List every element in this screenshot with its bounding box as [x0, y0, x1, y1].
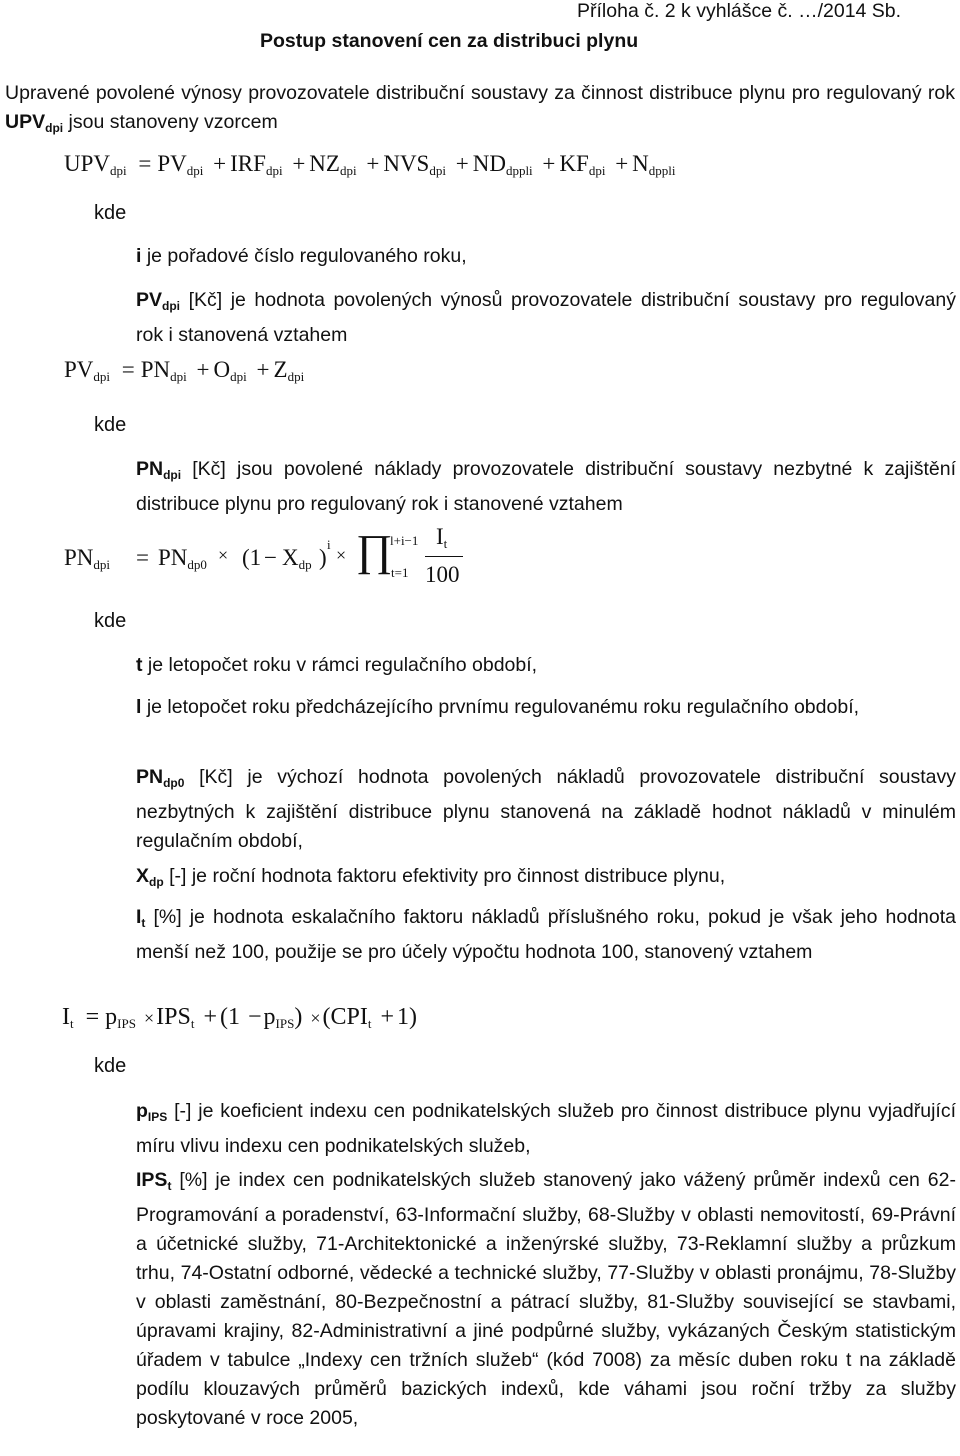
eq1-op: +	[292, 151, 306, 176]
eq4-open: (1	[219, 1004, 240, 1030]
intro-symbol: UPV	[5, 111, 46, 133]
eq2-term: PN	[140, 357, 171, 382]
eq2-op: =	[121, 357, 135, 382]
eq1-term-sub: dppli	[505, 163, 533, 178]
eq4-equals: =	[85, 1004, 100, 1030]
eq1-term: N	[632, 151, 649, 176]
eq4-plus: +	[380, 1004, 394, 1030]
eq3-x: $X_{dp}$	[282, 545, 312, 572]
def-symbol-sub: dpi	[163, 468, 182, 482]
eq1-op: +	[213, 151, 227, 176]
def-text: [-] je roční hodnota faktoru efektivity pro činnost distribuce plynu,	[163, 865, 726, 887]
eq1-term-sub: dpi	[339, 163, 357, 178]
eq1-term: KF	[559, 151, 589, 176]
intro-paragraph	[5, 79, 955, 143]
eq3-numerator: $I_t$	[436, 524, 448, 551]
eq3-close: )	[319, 545, 327, 570]
eq4-lhs-sub: t	[70, 1016, 74, 1031]
def-symbol-sub: t	[141, 916, 146, 930]
definition-pips	[136, 1097, 956, 1161]
eq4-p2-sub: IPS	[275, 1016, 295, 1031]
def-symbol: PN	[136, 458, 164, 480]
eq3-lhs: $PN_{dpi}$	[64, 545, 111, 572]
eq3-pn: $PN_{dp0}$	[158, 545, 207, 572]
def-symbol: I	[136, 906, 142, 928]
fraction-bar	[425, 556, 463, 557]
def-symbol: p	[136, 1100, 148, 1122]
definition-x	[136, 862, 956, 897]
definition-pv	[136, 286, 956, 350]
def-symbol-sub: dpi	[162, 299, 181, 313]
eq3-numerator-sub: t	[443, 536, 448, 551]
def-symbol-sub: dp	[149, 875, 164, 889]
equation-upv	[64, 151, 676, 179]
definition-t	[136, 651, 537, 680]
def-symbol-sub: dp0	[163, 776, 185, 790]
eq1-term-sub: dpi	[265, 163, 283, 178]
intro-text-a: Upravené povolené výnosy provozovatele distribuční soustavy za činnost distribuce plynu pro regulovaný rok	[5, 82, 955, 104]
def-text: je letopočet roku v rámci regulačního období,	[142, 654, 538, 676]
eq3-exponent: i	[327, 537, 331, 552]
def-symbol-sub: t	[167, 1179, 172, 1193]
eq2-term: Z	[273, 357, 288, 382]
eq3-times: ×	[336, 545, 347, 565]
def-text: [Kč] je výchozí hodnota povolených nákladů provozovatele distribuční soustavy nezbytných k zajištění distribuce plynu stanovená na základě hodnot nákladů v minulém regulačním období,	[136, 766, 956, 852]
eq1-op: +	[455, 151, 469, 176]
eq2-term: O	[213, 357, 231, 382]
eq3-denominator: 100	[425, 562, 460, 587]
definition-ips	[136, 1166, 956, 1433]
def-text: je letopočet roku předcházejícího prvnímu regulovanému roku regulačního období,	[141, 696, 860, 718]
kde-label: kde	[94, 414, 127, 436]
eq4-one: 1)	[397, 1004, 417, 1030]
equation-pv	[64, 357, 304, 385]
definition-pn	[136, 455, 956, 519]
def-symbol: t	[136, 654, 143, 676]
eq1-term: PV	[157, 151, 187, 176]
eq4-minus: −	[247, 1004, 262, 1030]
eq1-op: +	[366, 151, 380, 176]
eq4-plus: +	[203, 1004, 217, 1030]
eq1-term: ND	[472, 151, 506, 176]
kde-label: kde	[94, 1055, 127, 1077]
kde-label: kde	[94, 610, 127, 632]
eq2-op: +	[196, 357, 210, 382]
eq2-lhs: PV	[64, 357, 94, 382]
eq4-p2: p	[263, 1004, 276, 1030]
intro-text-b: jsou stanoveny vzorcem	[63, 111, 278, 133]
eq4-ips-sub: t	[190, 1016, 195, 1031]
page-title: Postup stanovení cen za distribuci plynu	[260, 30, 639, 52]
eq4-close: )	[294, 1004, 303, 1030]
def-text: [-] je koeficient indexu cen podnikatelských služeb pro činnost distribuce plynu vyjadřující míru vlivu indexu cen podnikatelských služeb,	[136, 1100, 956, 1157]
eq3-pn-sub: dp0	[187, 557, 207, 572]
def-symbol: l	[136, 696, 142, 718]
eq2-op: +	[256, 357, 270, 382]
equation-it	[62, 1004, 417, 1032]
def-symbol: PV	[136, 289, 163, 311]
eq2-term-sub: dpi	[170, 369, 187, 384]
eq1-term-sub: dppli	[648, 163, 676, 178]
eq1-term: NVS	[383, 151, 430, 176]
eq1-op: +	[542, 151, 556, 176]
eq3-lhs-sub: dpi	[93, 557, 111, 572]
definition-i	[136, 242, 467, 271]
eq1-term-sub: dpi	[429, 163, 446, 178]
eq1-op: +	[615, 151, 629, 176]
def-symbol: i	[136, 245, 142, 267]
eq4-ips: IPS	[156, 1004, 191, 1030]
eq3-lower-limit: t=1	[391, 565, 409, 580]
eq3-x-sub: dp	[298, 557, 312, 572]
kde-label: kde	[94, 202, 127, 224]
annex-reference: Příloha č. 2 k vyhlášce č. …/2014 Sb.	[577, 0, 902, 22]
def-text: [%] je hodnota eskalačního faktoru nákladů příslušného roku, pokud je však jeho hodnota menší než 100, použije se pro účely výpočtu hodnota 100, stanovený vztahem	[136, 906, 956, 963]
def-text: [Kč] jsou povolené náklady provozovatele distribuční soustavy nezbytné k zajištění distribuce plynu pro regulovaný rok i stanovené vztahem	[136, 458, 956, 515]
eq3-open: (1	[242, 545, 262, 570]
eq1-op: =	[138, 151, 152, 176]
eq4-times: ×	[143, 1008, 155, 1028]
eq4-times: ×	[310, 1008, 321, 1028]
def-text: [%] je index cen podnikatelských služeb stanovený jako vážený průměr indexů cen 62-Programování a poradenství, 63-Informační služby, 68-Služby v oblasti nemovitostí, 69-Právní a účetnické služby, 71-Architektonické a inženýrské služby, 73-Reklamní služby a průzkum trhu, 74-Ostatní odborné, vědecké a technické služby, 77-Služby v oblasti pronájmu, 78-Služby v oblasti zaměstnání, 80-Bezpečnostní a pátrací služby, 81-Služby související se stavbami, úpravami krajiny, 82-Administrativní a jiné podpůrné služby, vykázaných Českým statistickým úřadem v tabulce „Indexy cen tržních služeb“ (kód 7008) za měsíc duben roku t na základě podílu klouzavých průměrů bazických indexů, kde váhami jsou roční tržby za služby poskytované v roce 2005,	[136, 1169, 956, 1429]
eq2-term-sub: dpi	[287, 369, 305, 384]
def-symbol-sub: IPS	[147, 1110, 168, 1124]
def-symbol: PN	[136, 766, 164, 788]
eq4-p: p	[105, 1004, 118, 1030]
eq1-lhs-sub: dpi	[110, 163, 127, 178]
def-text: je pořadové číslo regulovaného roku,	[141, 245, 467, 267]
eq1-lhs: UPV	[64, 151, 111, 176]
eq3-upper-limit: l+i−1	[390, 533, 419, 548]
eq3-equals: =	[136, 545, 149, 570]
definition-pn0	[136, 763, 956, 856]
def-symbol: X	[136, 865, 150, 887]
eq2-lhs-sub: dpi	[93, 369, 111, 384]
eq3-times: ×	[218, 545, 229, 565]
product-symbol: ∏	[356, 526, 393, 575]
definition-l	[136, 693, 956, 722]
eq3-minus: −	[264, 545, 277, 570]
definition-it	[136, 903, 956, 967]
eq4-lhs: I	[62, 1004, 70, 1030]
eq2-term-sub: dpi	[230, 369, 247, 384]
eq4-cpi-sub: t	[367, 1016, 372, 1031]
eq1-term-sub: dpi	[588, 163, 606, 178]
def-symbol: IPS	[136, 1169, 168, 1191]
eq4-open2: (CPI	[322, 1004, 368, 1030]
def-text: [Kč] je hodnota povolených výnosů provozovatele distribuční soustavy pro regulovaný rok i stanovená vztahem	[136, 289, 956, 346]
eq4-p-sub: IPS	[117, 1016, 136, 1031]
eq1-term: NZ	[309, 151, 340, 176]
eq1-term-sub: dpi	[186, 163, 204, 178]
intro-symbol-sub: dpi	[45, 121, 64, 135]
eq1-term: IRF	[230, 151, 266, 176]
